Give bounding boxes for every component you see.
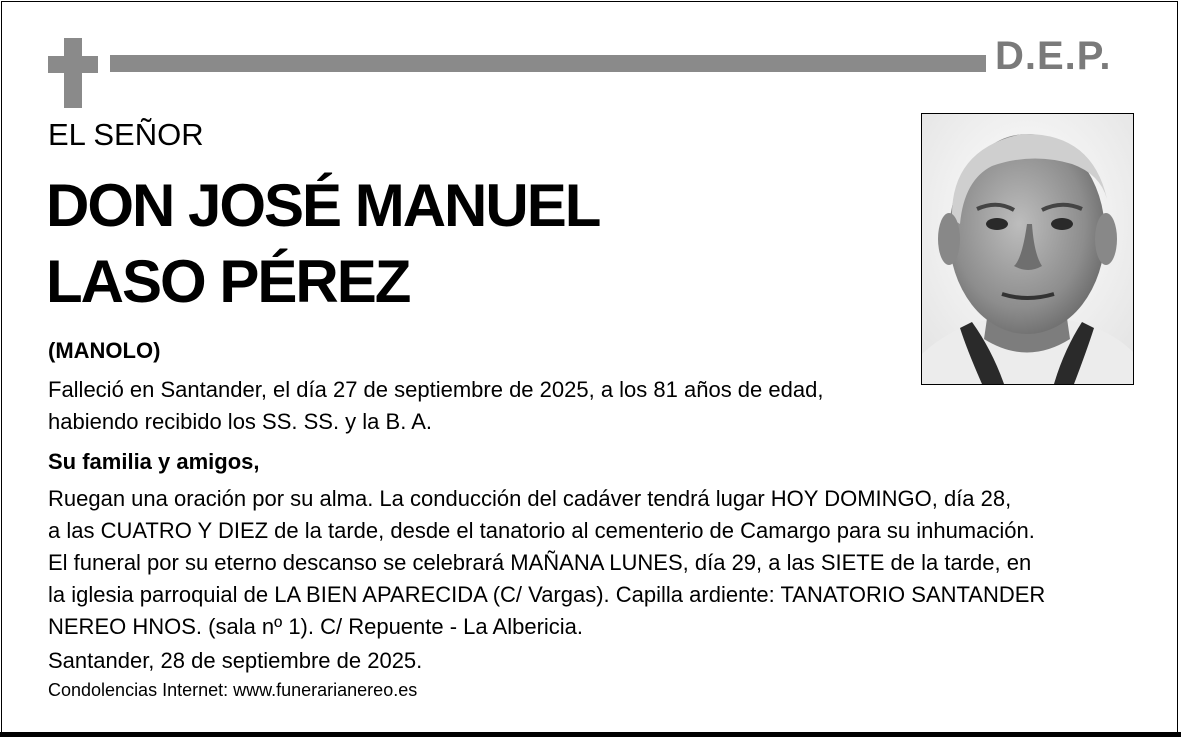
- funeral-line: Ruegan una oración por su alma. La conducción del cadáver tendrá lugar HOY DOMINGO, día 28,: [48, 486, 1012, 511]
- place-date: Santander, 28 de septiembre de 2025.: [48, 648, 423, 673]
- funeral-line: NEREO HNOS. (sala nº 1). C/ Repuente - La Albericia.: [48, 614, 584, 639]
- deceased-name-line1: DON JOSÉ MANUEL: [46, 172, 600, 239]
- cross-icon: [48, 38, 98, 108]
- death-details-line2: habiendo recibido los SS. SS. y la B. A.: [48, 409, 433, 434]
- funeral-details: [48, 483, 1045, 643]
- condolences-line: Condolencias Internet: www.funerarianereo.es: [48, 680, 418, 700]
- portrait-photo: [921, 113, 1134, 385]
- honorific-title: EL SEÑOR: [48, 117, 204, 152]
- deceased-name: [46, 168, 599, 320]
- death-details-line1: Falleció en Santander, el día 27 de septiembre de 2025, a los 81 años de edad,: [48, 377, 824, 402]
- funeral-line: a las CUATRO Y DIEZ de la tarde, desde el tanatorio al cementerio de Camargo para su inhumación.: [48, 518, 1035, 543]
- funeral-line: la iglesia parroquial de LA BIEN APARECIDA (C/ Vargas). Capilla ardiente: TANATORIO SANTANDER: [48, 582, 1046, 607]
- deceased-nickname: (MANOLO): [48, 338, 161, 363]
- death-details: [48, 374, 823, 438]
- deceased-name-line2: LASO PÉREZ: [46, 248, 410, 315]
- family-line: Su familia y amigos,: [48, 449, 260, 474]
- header-rule: [110, 55, 986, 72]
- funeral-line: El funeral por su eterno descanso se celebrará MAÑANA LUNES, día 29, a las SIETE de la tarde, en: [48, 550, 1032, 575]
- bottom-rule: [0, 732, 1181, 737]
- dep-heading: D.E.P.: [995, 34, 1112, 78]
